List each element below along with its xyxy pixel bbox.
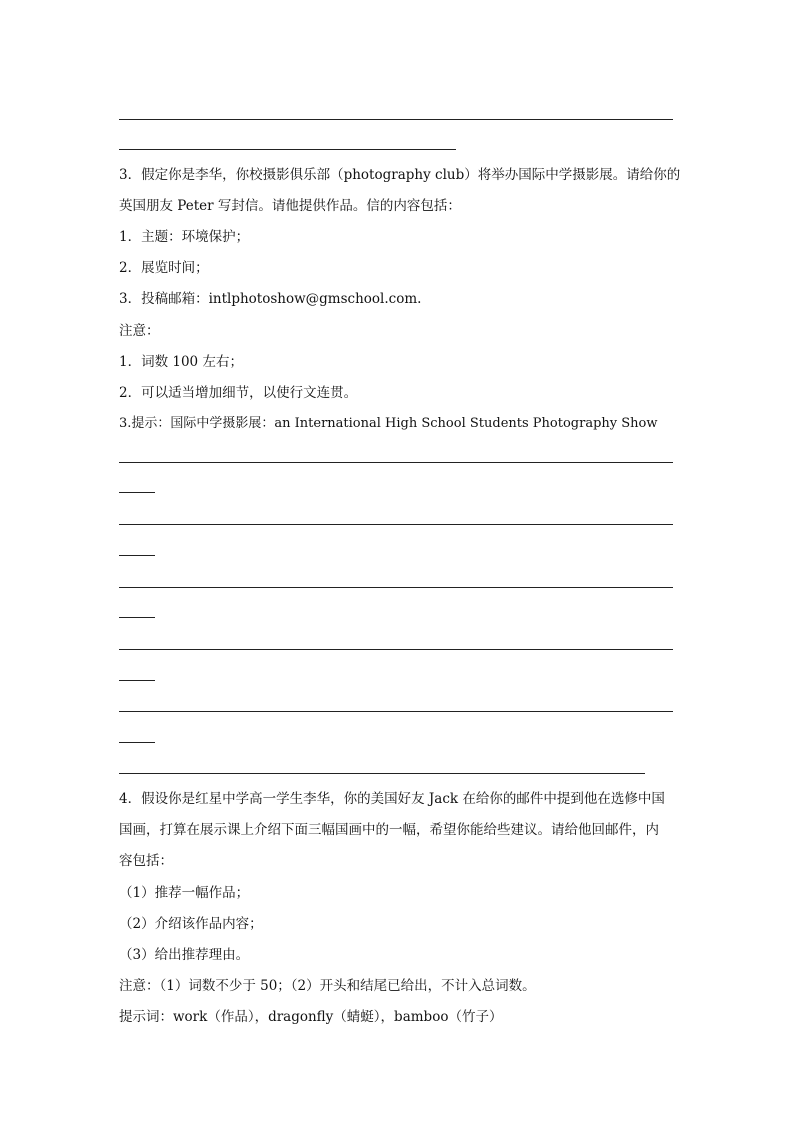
answer-line: [119, 149, 456, 150]
q3-prompt-line2: 英国朋友 Peter 写封信。请他提供作品。信的内容包括：: [119, 198, 461, 214]
q4-note: 注意：（1）词数不少于 50；（2）开头和结尾已给出，不计入总词数。: [119, 978, 536, 994]
q3-prompt-line1: 3．假定你是李华，你校摄影俱乐部（photography club）将举办国际中学摄影展。请给你的: [119, 167, 681, 183]
answer-line-short: [119, 492, 155, 493]
q4-item-2: （2）介绍该作品内容；: [119, 916, 263, 932]
answer-line: [119, 462, 673, 463]
answer-line-short: [119, 555, 155, 556]
q4-keywords: 提示词：work（作品），dragonfly（蜻蜓），bamboo（竹子）: [119, 1009, 503, 1025]
q3-point-3: 3．投稿邮箱：intlphotoshow@gmschool.com.: [119, 291, 422, 307]
q4-prompt-line3: 容包括：: [119, 853, 173, 869]
answer-line: [119, 587, 673, 588]
q4-prompt-line1: 4．假设你是红星中学高一学生李华，你的美国好友 Jack 在给你的邮件中提到他在选修中国: [119, 791, 665, 807]
answer-line-short: [119, 742, 155, 743]
q3-point-2: 2．展览时间；: [119, 260, 209, 276]
q3-hint: 3.提示：国际中学摄影展：an International High School Students Photography Show: [119, 416, 658, 431]
q4-prompt-line2: 国画，打算在展示课上介绍下面三幅国画中的一幅，希望你能给些建议。请给他回邮件，内: [119, 822, 659, 838]
answer-line: [119, 119, 673, 120]
q3-point-1: 1．主题：环境保护；: [119, 229, 250, 245]
q3-note-2: 2．可以适当增加细节，以使行文连贯。: [119, 385, 358, 401]
answer-line: [119, 711, 673, 712]
answer-line-short: [119, 680, 155, 681]
q3-note-1: 1．词数 100 左右；: [119, 354, 243, 370]
answer-line: [119, 649, 673, 650]
answer-line: [119, 524, 673, 525]
q4-item-3: （3）给出推荐理由。: [119, 947, 250, 963]
q4-item-1: （1）推荐一幅作品；: [119, 885, 250, 901]
answer-line: [119, 773, 645, 774]
q3-note-title: 注意：: [119, 323, 160, 339]
answer-line-short: [119, 617, 155, 618]
